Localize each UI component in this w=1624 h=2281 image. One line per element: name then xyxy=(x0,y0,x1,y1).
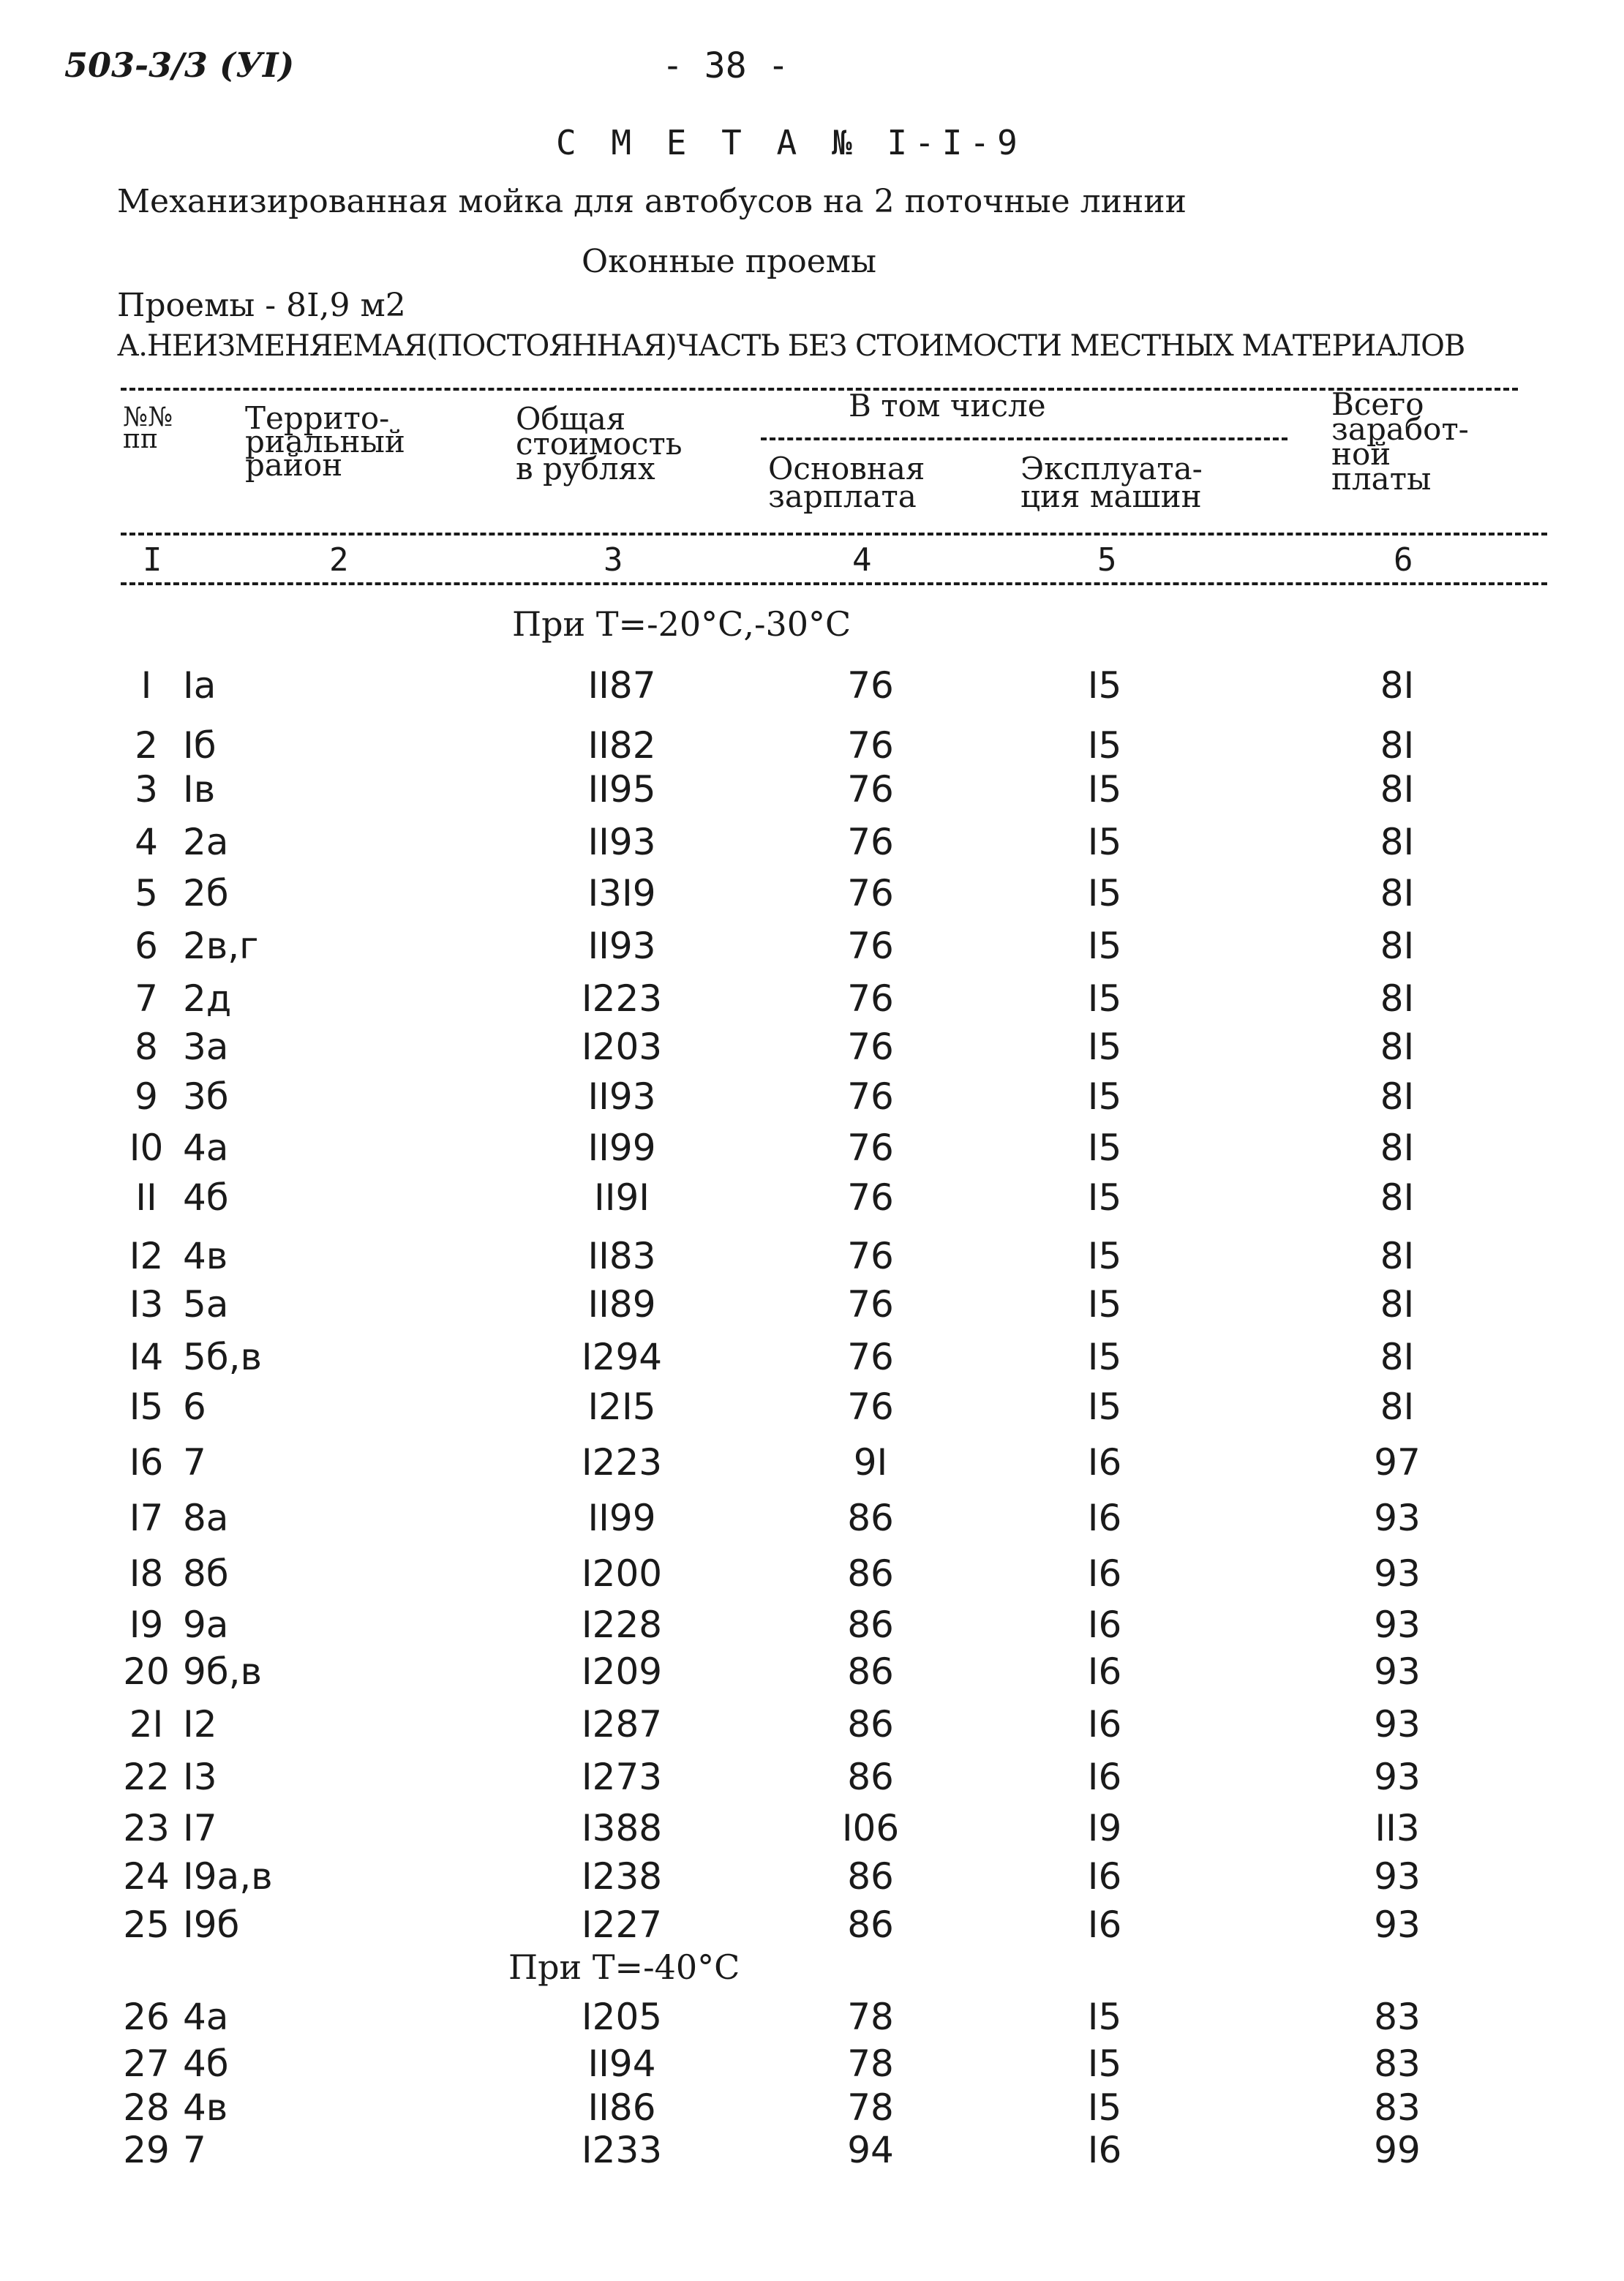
table-row xyxy=(0,872,1624,916)
cell-col-4: 76 xyxy=(847,724,894,767)
cell-col-1: 9 xyxy=(135,1075,158,1118)
cell-col-5: I6 xyxy=(1087,1497,1122,1539)
table-row xyxy=(0,2129,1624,2173)
cell-col-6: 83 xyxy=(1374,1996,1421,2038)
cell-col-6: 93 xyxy=(1374,1855,1421,1898)
cell-col-5: I6 xyxy=(1087,1552,1122,1595)
table-row xyxy=(0,1650,1624,1694)
cell-col-3: I273 xyxy=(581,1756,663,1798)
cell-col-4: I06 xyxy=(841,1807,900,1849)
cell-col-3: II83 xyxy=(587,1235,656,1277)
table-row xyxy=(0,1855,1624,1899)
cell-col-2: 7 xyxy=(183,1441,206,1484)
cell-col-6: 8I xyxy=(1380,1386,1415,1428)
header-bottom-rule xyxy=(121,582,1547,585)
cell-col-1: 29 xyxy=(123,2129,170,2171)
table-row xyxy=(0,2043,1624,2086)
cell-col-2: 6 xyxy=(183,1386,206,1428)
cell-col-6: II3 xyxy=(1375,1807,1420,1849)
cell-col-3: I227 xyxy=(581,1904,663,1946)
cell-col-4: 78 xyxy=(847,2043,894,2085)
cell-col-4: 86 xyxy=(847,1703,894,1745)
header-including: В том числе xyxy=(849,388,1046,424)
cell-col-5: I5 xyxy=(1087,1235,1122,1277)
cell-col-6: 8I xyxy=(1380,872,1415,914)
cell-col-6: 8I xyxy=(1380,1075,1415,1118)
cell-col-6: 8I xyxy=(1380,768,1415,811)
header-total-wages: Всего заработ- ной платы xyxy=(1331,386,1469,497)
cell-col-2: Iв xyxy=(183,768,216,811)
cell-col-6: 8I xyxy=(1380,1235,1415,1277)
cell-col-4: 76 xyxy=(847,1283,894,1326)
cell-col-3: II99 xyxy=(587,1497,656,1539)
cell-col-5: I6 xyxy=(1087,1650,1122,1693)
header-num: №№ пп xyxy=(123,402,173,454)
cell-col-3: II87 xyxy=(587,664,656,707)
cell-col-6: 99 xyxy=(1374,2129,1421,2171)
cell-col-6: 8I xyxy=(1380,1127,1415,1169)
cell-col-3: I223 xyxy=(581,1441,663,1484)
col-number-6: 6 xyxy=(1394,541,1413,579)
cell-col-4: 86 xyxy=(847,1552,894,1595)
cell-col-4: 76 xyxy=(847,1026,894,1068)
cell-col-2: 2б xyxy=(183,872,229,914)
cell-col-5: I5 xyxy=(1087,1026,1122,1068)
cell-col-4: 86 xyxy=(847,1650,894,1693)
cell-col-1: 2I xyxy=(129,1703,164,1745)
cell-col-3: I223 xyxy=(581,977,663,1020)
cell-col-3: II95 xyxy=(587,768,656,811)
cell-col-6: 8I xyxy=(1380,664,1415,707)
cell-col-6: 93 xyxy=(1374,1604,1421,1646)
cell-col-5: I6 xyxy=(1087,1904,1122,1946)
table-row xyxy=(0,1336,1624,1380)
cell-col-2: 4в xyxy=(183,1235,228,1277)
cell-col-3: I203 xyxy=(581,1026,663,1068)
table-row xyxy=(0,664,1624,708)
table-row xyxy=(0,1703,1624,1747)
cell-col-1: 20 xyxy=(123,1650,170,1693)
cell-col-2: 4а xyxy=(183,1996,229,2038)
cell-col-3: I2I5 xyxy=(587,1386,656,1428)
cell-col-5: I5 xyxy=(1087,768,1122,811)
col-number-3: 3 xyxy=(604,541,623,579)
cell-col-1: 28 xyxy=(123,2086,170,2129)
col-number-4: 4 xyxy=(852,541,872,579)
cell-col-5: I6 xyxy=(1087,1441,1122,1484)
cell-col-1: 3 xyxy=(135,768,158,811)
cell-col-2: 4б xyxy=(183,2043,229,2085)
cell-col-5: I6 xyxy=(1087,1756,1122,1798)
cell-col-1: 27 xyxy=(123,2043,170,2085)
cell-col-1: I6 xyxy=(129,1441,164,1484)
cell-col-6: 93 xyxy=(1374,1703,1421,1745)
cell-col-1: I7 xyxy=(129,1497,164,1539)
cell-col-3: II89 xyxy=(587,1283,656,1326)
cell-col-1: 24 xyxy=(123,1855,170,1898)
cell-col-4: 76 xyxy=(847,1075,894,1118)
cell-col-2: 3а xyxy=(183,1026,229,1068)
cell-col-1: I2 xyxy=(129,1235,164,1277)
cell-col-3: I3I9 xyxy=(587,872,656,914)
condition-minus-40: При Т=-40°С xyxy=(508,1947,740,1987)
cell-col-2: 2в,г xyxy=(183,925,259,967)
cell-col-4: 76 xyxy=(847,664,894,707)
cell-col-2: 8а xyxy=(183,1497,229,1539)
cell-col-2: 4в xyxy=(183,2086,228,2129)
table-row xyxy=(0,1235,1624,1279)
cell-col-4: 76 xyxy=(847,872,894,914)
cell-col-3: II9I xyxy=(593,1176,650,1219)
cell-col-1: 23 xyxy=(123,1807,170,1849)
cell-col-5: I5 xyxy=(1087,1075,1122,1118)
header-top-rule xyxy=(121,388,1518,391)
cell-col-6: 83 xyxy=(1374,2086,1421,2129)
cell-col-5: I5 xyxy=(1087,664,1122,707)
cell-col-1: I3 xyxy=(129,1283,164,1326)
cell-col-3: II93 xyxy=(587,821,656,863)
cell-col-5: I6 xyxy=(1087,1604,1122,1646)
cell-col-1: 7 xyxy=(135,977,158,1020)
table-row xyxy=(0,925,1624,969)
page-number: - 38 - xyxy=(662,45,789,86)
cell-col-4: 86 xyxy=(847,1904,894,1946)
table-row xyxy=(0,1756,1624,1800)
cell-col-2: 9б,в xyxy=(183,1650,263,1693)
cell-col-4: 76 xyxy=(847,1235,894,1277)
header-sub-rule xyxy=(761,437,1287,440)
estimate-subtitle: Механизированная мойка для автобусов на 2 поточные линии xyxy=(117,183,1187,220)
col-number-2: 2 xyxy=(329,541,349,579)
cell-col-2: Iа xyxy=(183,664,217,707)
cell-col-4: 86 xyxy=(847,1497,894,1539)
cell-col-5: I9 xyxy=(1087,1807,1122,1849)
table-row xyxy=(0,1807,1624,1851)
cell-col-4: 76 xyxy=(847,1127,894,1169)
cell-col-3: I228 xyxy=(581,1604,663,1646)
col-number-5: 5 xyxy=(1097,541,1117,579)
cell-col-1: 25 xyxy=(123,1904,170,1946)
cell-col-1: 8 xyxy=(135,1026,158,1068)
cell-col-3: I233 xyxy=(581,2129,663,2171)
cell-col-3: I200 xyxy=(581,1552,663,1595)
cell-col-6: 93 xyxy=(1374,1650,1421,1693)
cell-col-1: I4 xyxy=(129,1336,164,1378)
cell-col-2: I2 xyxy=(183,1703,217,1745)
document-code: 503-3/3 (УI) xyxy=(64,45,295,85)
cell-col-6: 83 xyxy=(1374,2043,1421,2085)
cell-col-6: 8I xyxy=(1380,821,1415,863)
cell-col-1: I xyxy=(140,664,152,707)
cell-col-2: 4б xyxy=(183,1176,229,1219)
cell-col-6: 8I xyxy=(1380,724,1415,767)
table-row xyxy=(0,2086,1624,2130)
cell-col-6: 93 xyxy=(1374,1552,1421,1595)
cell-col-2: I7 xyxy=(183,1807,217,1849)
header-mid-rule xyxy=(121,533,1547,536)
cell-col-2: Iб xyxy=(183,724,217,767)
cell-col-4: 76 xyxy=(847,768,894,811)
cell-col-3: II99 xyxy=(587,1127,656,1169)
table-row xyxy=(0,821,1624,865)
cell-col-1: I5 xyxy=(129,1386,164,1428)
openings-area: Проемы - 8I,9 м2 xyxy=(117,287,406,324)
cell-col-5: I5 xyxy=(1087,1127,1122,1169)
cell-col-5: I5 xyxy=(1087,1386,1122,1428)
cell-col-5: I5 xyxy=(1087,1336,1122,1378)
cell-col-1: 2 xyxy=(135,724,158,767)
cell-col-3: I238 xyxy=(581,1855,663,1898)
cell-col-2: I9а,в xyxy=(183,1855,273,1898)
cell-col-2: 2а xyxy=(183,821,229,863)
table-row xyxy=(0,724,1624,768)
cell-col-6: 8I xyxy=(1380,925,1415,967)
header-total-cost: Общая стоимость в рублях xyxy=(516,401,683,486)
table-row xyxy=(0,1996,1624,2040)
cell-col-4: 9I xyxy=(853,1441,888,1484)
cell-col-5: I6 xyxy=(1087,1855,1122,1898)
cell-col-4: 76 xyxy=(847,925,894,967)
cell-col-5: I6 xyxy=(1087,1703,1122,1745)
header-base-salary: Основная зарплата xyxy=(768,451,925,514)
cell-col-3: I287 xyxy=(581,1703,663,1745)
cell-col-2: 5б,в xyxy=(183,1336,263,1378)
table-row xyxy=(0,1497,1624,1541)
cell-col-4: 78 xyxy=(847,1996,894,2038)
cell-col-5: I5 xyxy=(1087,1996,1122,2038)
cell-col-4: 76 xyxy=(847,821,894,863)
cell-col-1: 26 xyxy=(123,1996,170,2038)
cell-col-1: 4 xyxy=(135,821,158,863)
table-row xyxy=(0,1176,1624,1220)
cell-col-5: I5 xyxy=(1087,872,1122,914)
condition-minus-20-30: При Т=-20°С,-30°С xyxy=(512,604,852,644)
cell-col-2: 8б xyxy=(183,1552,229,1595)
cell-col-4: 86 xyxy=(847,1604,894,1646)
estimate-title: С М Е Т А № I-I-9 xyxy=(556,123,1025,162)
cell-col-2: 5а xyxy=(183,1283,229,1326)
table-row xyxy=(0,1386,1624,1429)
table-row xyxy=(0,1075,1624,1119)
cell-col-3: II93 xyxy=(587,925,656,967)
cell-col-6: 8I xyxy=(1380,977,1415,1020)
cell-col-3: II86 xyxy=(587,2086,656,2129)
table-row xyxy=(0,1283,1624,1327)
table-row xyxy=(0,1904,1624,1947)
cell-col-5: I6 xyxy=(1087,2129,1122,2171)
cell-col-6: 93 xyxy=(1374,1756,1421,1798)
cell-col-3: I209 xyxy=(581,1650,663,1693)
cell-col-4: 94 xyxy=(847,2129,894,2171)
cell-col-6: 97 xyxy=(1374,1441,1421,1484)
table-row xyxy=(0,1441,1624,1485)
cell-col-2: I3 xyxy=(183,1756,217,1798)
table-row xyxy=(0,1026,1624,1070)
cell-col-5: I5 xyxy=(1087,724,1122,767)
cell-col-2: 9а xyxy=(183,1604,229,1646)
cell-col-4: 86 xyxy=(847,1756,894,1798)
cell-col-2: 4а xyxy=(183,1127,229,1169)
cell-col-1: 22 xyxy=(123,1756,170,1798)
section-heading: А.НЕИЗМЕНЯЕМАЯ(ПОСТОЯННАЯ)ЧАСТЬ БЕЗ СТОИМОСТИ МЕСТНЫХ МАТЕРИАЛОВ xyxy=(117,329,1465,363)
cell-col-4: 76 xyxy=(847,1176,894,1219)
cell-col-5: I5 xyxy=(1087,977,1122,1020)
cell-col-5: I5 xyxy=(1087,2043,1122,2085)
cell-col-3: II93 xyxy=(587,1075,656,1118)
cell-col-4: 86 xyxy=(847,1855,894,1898)
table-row xyxy=(0,1552,1624,1596)
cell-col-1: 5 xyxy=(135,872,158,914)
table-row xyxy=(0,977,1624,1021)
cell-col-3: II94 xyxy=(587,2043,656,2085)
cell-col-4: 78 xyxy=(847,2086,894,2129)
cell-col-4: 76 xyxy=(847,1386,894,1428)
cell-col-6: 93 xyxy=(1374,1497,1421,1539)
cell-col-3: I388 xyxy=(581,1807,663,1849)
cell-col-1: II xyxy=(135,1176,157,1219)
cell-col-4: 76 xyxy=(847,1336,894,1378)
cell-col-5: I5 xyxy=(1087,1176,1122,1219)
cell-col-6: 8I xyxy=(1380,1283,1415,1326)
table-row xyxy=(0,768,1624,812)
cell-col-4: 76 xyxy=(847,977,894,1020)
cell-col-1: I9 xyxy=(129,1604,164,1646)
estimate-subject: Оконные проемы xyxy=(582,243,877,280)
cell-col-2: I9б xyxy=(183,1904,240,1946)
cell-col-2: 7 xyxy=(183,2129,206,2171)
header-machine-operation: Эксплуата- ция машин xyxy=(1020,451,1203,514)
cell-col-6: 8I xyxy=(1380,1026,1415,1068)
cell-col-1: 6 xyxy=(135,925,158,967)
table-row xyxy=(0,1604,1624,1647)
header-region: Террито- риальный район xyxy=(245,400,405,483)
cell-col-1: I0 xyxy=(129,1127,164,1169)
cell-col-5: I5 xyxy=(1087,1283,1122,1326)
cell-col-5: I5 xyxy=(1087,925,1122,967)
cell-col-2: 3б xyxy=(183,1075,229,1118)
cell-col-2: 2д xyxy=(183,977,232,1020)
cell-col-3: II82 xyxy=(587,724,656,767)
cell-col-6: 93 xyxy=(1374,1904,1421,1946)
cell-col-6: 8I xyxy=(1380,1336,1415,1378)
cell-col-5: I5 xyxy=(1087,821,1122,863)
cell-col-5: I5 xyxy=(1087,2086,1122,2129)
cell-col-3: I294 xyxy=(581,1336,663,1378)
col-number-1: I xyxy=(143,541,162,579)
cell-col-1: I8 xyxy=(129,1552,164,1595)
table-row xyxy=(0,1127,1624,1170)
cell-col-6: 8I xyxy=(1380,1176,1415,1219)
cell-col-3: I205 xyxy=(581,1996,663,2038)
